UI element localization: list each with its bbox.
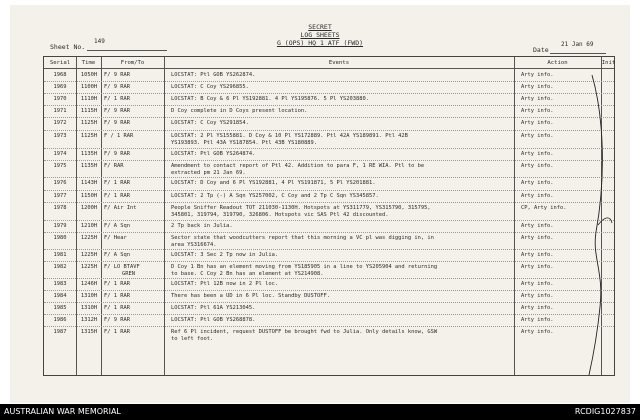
log-sheet [10, 5, 630, 403]
entry-from-to: F/ 9 RAR [104, 84, 130, 90]
entry-event-line: LOCSTAT: Ptl GOB YS264874. [171, 151, 256, 157]
entry-serial: 1980 [53, 235, 67, 241]
entry-serial: 1973 [53, 133, 67, 139]
entry-time: 1210H [80, 223, 98, 229]
entry-serial: 1977 [53, 193, 67, 199]
entry-time: 1110H [80, 96, 98, 102]
entry-serial: 1979 [53, 223, 67, 229]
entry-time: 1246H [80, 281, 98, 287]
entry-serial: 1972 [53, 120, 67, 126]
entry-from-to: F/ 1 RAR [104, 193, 130, 199]
entry-serial: 1984 [53, 293, 67, 299]
date-underline [550, 53, 606, 54]
entry-event-line: area YS316674. [171, 242, 217, 248]
entry-action: Arty info. [521, 264, 554, 270]
entry-action: Arty info. [521, 108, 554, 114]
entry-from-to: F/ 9 RAR [104, 120, 130, 126]
entry-event-line: D Coy complete in D Coys present location. [171, 108, 308, 114]
entry-action: CP, Arty info. [521, 205, 567, 211]
entry-from-to: F/ 1 RAR [104, 329, 130, 335]
sheet-no-value: 149 [94, 38, 105, 45]
entry-from-to: F/ 1 RAR [104, 281, 130, 287]
entry-event-line: Sector state that woodcutters report that this morning a VC pl was digging in, in [171, 235, 434, 241]
entry-time: 1225H [80, 252, 98, 258]
entry-event-line: LOCSTAT: Ptl GOB YS262874. [171, 72, 256, 78]
entry-action: Arty info. [521, 120, 554, 126]
entry-event-line: 345801, 319794, 319790, 326806. Hotspots vic SAS Ptl 42 discounted. [171, 212, 389, 218]
entry-from-to: F/ 9 RAR [104, 108, 130, 114]
entry-action: Arty info. [521, 281, 554, 287]
entry-action: Arty info. [521, 72, 554, 78]
entry-event-line: LOCSTAT: Ptl 61A YS213045. [171, 305, 256, 311]
entry-serial: 1982 [53, 264, 67, 270]
entry-serial: 1968 [53, 72, 67, 78]
entry-action: Arty info. [521, 329, 554, 335]
entry-from-to: F/ A Sqn [104, 223, 130, 229]
entry-serial: 1974 [53, 151, 67, 157]
entry-event-line: LOCSTAT: C Coy YS291854. [171, 120, 249, 126]
col-header-time: Time [81, 60, 96, 66]
entry-action: Arty info. [521, 163, 554, 169]
entry-from-to: F/ 1 RAR [104, 96, 130, 102]
entry-event-line: to left foot. [171, 336, 214, 342]
entry-event-line: to base. C Coy 2 Bn has an element at YS214908. [171, 271, 324, 277]
entry-event-line: YS193893. Ptl 43A YS187854. Ptl 43B YS180889. [171, 140, 318, 146]
entry-action: Arty info. [521, 96, 554, 102]
entry-time: 1135H [80, 163, 98, 169]
entry-from-to: F/ 1 RAR [104, 180, 130, 186]
entry-from-to: F/ 9 RAR [104, 317, 130, 323]
entry-serial: 1969 [53, 84, 67, 90]
entry-time: 1115H [80, 108, 98, 114]
title-secret: SECRET [308, 23, 332, 31]
date-value: 21 Jan 69 [561, 41, 594, 48]
entry-time: 1050H [80, 72, 98, 78]
entry-action: Arty info. [521, 133, 554, 139]
entry-event-line: LOCSTAT: Ptl 12B now in 2 Pl loc. [171, 281, 279, 287]
entry-event-line: LOCSTAT: D Coy and 6 Pl YS192881, 4 Pl YS191871, 5 Pl YS201881. [171, 180, 376, 186]
col-header-events: Events [328, 60, 350, 66]
entry-action: Arty info. [521, 293, 554, 299]
entry-time: 1225H [80, 235, 98, 241]
log-table [43, 56, 615, 376]
entry-event-line: Amendment to contact report of Ptl 42. Addition to para F, 1 RE WIA. Ptl to be [171, 163, 425, 169]
entry-event-line: LOCSTAT: 2 Pl YS155881. D Coy & 10 Pl YS172889. Ptl 42A YS189891. Ptl 42B [171, 133, 408, 139]
entry-event-line: Ref 6 Pl incident, request DUSTOFF be brought fwd to Julia. Only details know, GSW [171, 329, 438, 335]
entry-from-to: F/ Air Int [104, 205, 137, 211]
sheet-no-underline [87, 50, 167, 51]
entry-time: 1143H [80, 180, 98, 186]
entry-time: 1100H [80, 84, 98, 90]
entry-action: Arty info. [521, 84, 554, 90]
entry-time: 1150H [80, 193, 98, 199]
entry-from-to-line2: GREN [122, 271, 135, 277]
entry-event-line: People Sniffer Readout TOT 211030-1130H. Hotspots at YS311779, YS315790, 315795, [171, 205, 431, 211]
entry-event-line: LOCSTAT: 2 Tp (-) A Sqn YS257002, C Coy and 2 Tp C Sqn YS345857. [171, 193, 379, 199]
entry-time: 1315H [80, 329, 98, 335]
entry-time: 1310H [80, 293, 98, 299]
entry-event-line: extracted pm 21 Jan 69. [171, 170, 246, 176]
title-log-sheets: LOG SHEETS [300, 31, 340, 39]
sheet-no-label: Sheet No. [50, 43, 86, 51]
entry-action: Arty info. [521, 317, 554, 323]
entry-serial: 1987 [53, 329, 67, 335]
entry-from-to: F/ 1 RAR [104, 305, 130, 311]
entry-serial: 1985 [53, 305, 67, 311]
handwritten-bracket-mark [44, 57, 616, 377]
footer-record-id: RCDIG1027837 [574, 407, 636, 416]
entry-serial: 1975 [53, 163, 67, 169]
entry-action: Arty info. [521, 193, 554, 199]
entry-serial: 1983 [53, 281, 67, 287]
col-header-action: Action [547, 60, 568, 66]
entry-serial: 1971 [53, 108, 67, 114]
archive-footer [0, 404, 640, 420]
entry-event-line: LOCSTAT: Ptl GOB YS268878. [171, 317, 256, 323]
col-header-from-to: From/To [120, 60, 145, 66]
footer-archive-name: AUSTRALIAN WAR MEMORIAL [4, 407, 121, 416]
entry-time: 1200H [80, 205, 98, 211]
entry-serial: 1981 [53, 252, 67, 258]
date-label: Date [533, 46, 549, 54]
entry-action: Arty info. [521, 151, 554, 157]
entry-serial: 1978 [53, 205, 67, 211]
col-header-init: Init [601, 60, 616, 66]
entry-action: Arty info. [521, 235, 554, 241]
entry-serial: 1986 [53, 317, 67, 323]
entry-from-to: F/ 9 RAR [104, 151, 130, 157]
entry-from-to: F / 1 RAR [104, 133, 134, 139]
entry-from-to: F/ 1 RAR [104, 293, 130, 299]
entry-from-to: F/ A Sqn [104, 252, 130, 258]
entry-event-line: D Coy 1 Bn has an element moving from YS185905 in a line to YS205904 and returning [171, 264, 438, 270]
entry-from-to: F/ LO BTAVF [104, 264, 140, 270]
entry-serial: 1976 [53, 180, 67, 186]
entry-from-to: F/ RAR [104, 163, 124, 169]
title-unit: G (OPS) HQ 1 ATF (FWD) [276, 39, 364, 47]
entry-event-line: LOCSTAT: C Coy YS296855. [171, 84, 249, 90]
entry-event-line: LOCSTAT: B Coy & 6 Pl YS192881. 4 Pl YS195876. 5 Pl YS203880. [171, 96, 369, 102]
entry-time: 1312H [80, 317, 98, 323]
entry-event-line: There has been a UD in 6 Pl loc. Standby DUSTOFF. [171, 293, 331, 299]
entry-event-line: 2 Tp back in Julia. [171, 223, 233, 229]
entry-event-line: LOCSTAT: 3 Sec 2 Tp now in Julia. [171, 252, 279, 258]
entry-time: 1225H [80, 264, 98, 270]
entry-action: Arty info. [521, 223, 554, 229]
entry-serial: 1970 [53, 96, 67, 102]
entry-action: Arty info. [521, 180, 554, 186]
entry-action: Arty info. [521, 252, 554, 258]
col-header-serial: Serial [49, 60, 71, 66]
entry-time: 1125H [80, 120, 98, 126]
entry-time: 1125H [80, 133, 98, 139]
entry-time: 1135H [80, 151, 98, 157]
entry-from-to: F/ Hear [104, 235, 127, 241]
entry-time: 1310H [80, 305, 98, 311]
entry-from-to: F/ 9 RAR [104, 72, 130, 78]
entry-action: Arty info. [521, 305, 554, 311]
